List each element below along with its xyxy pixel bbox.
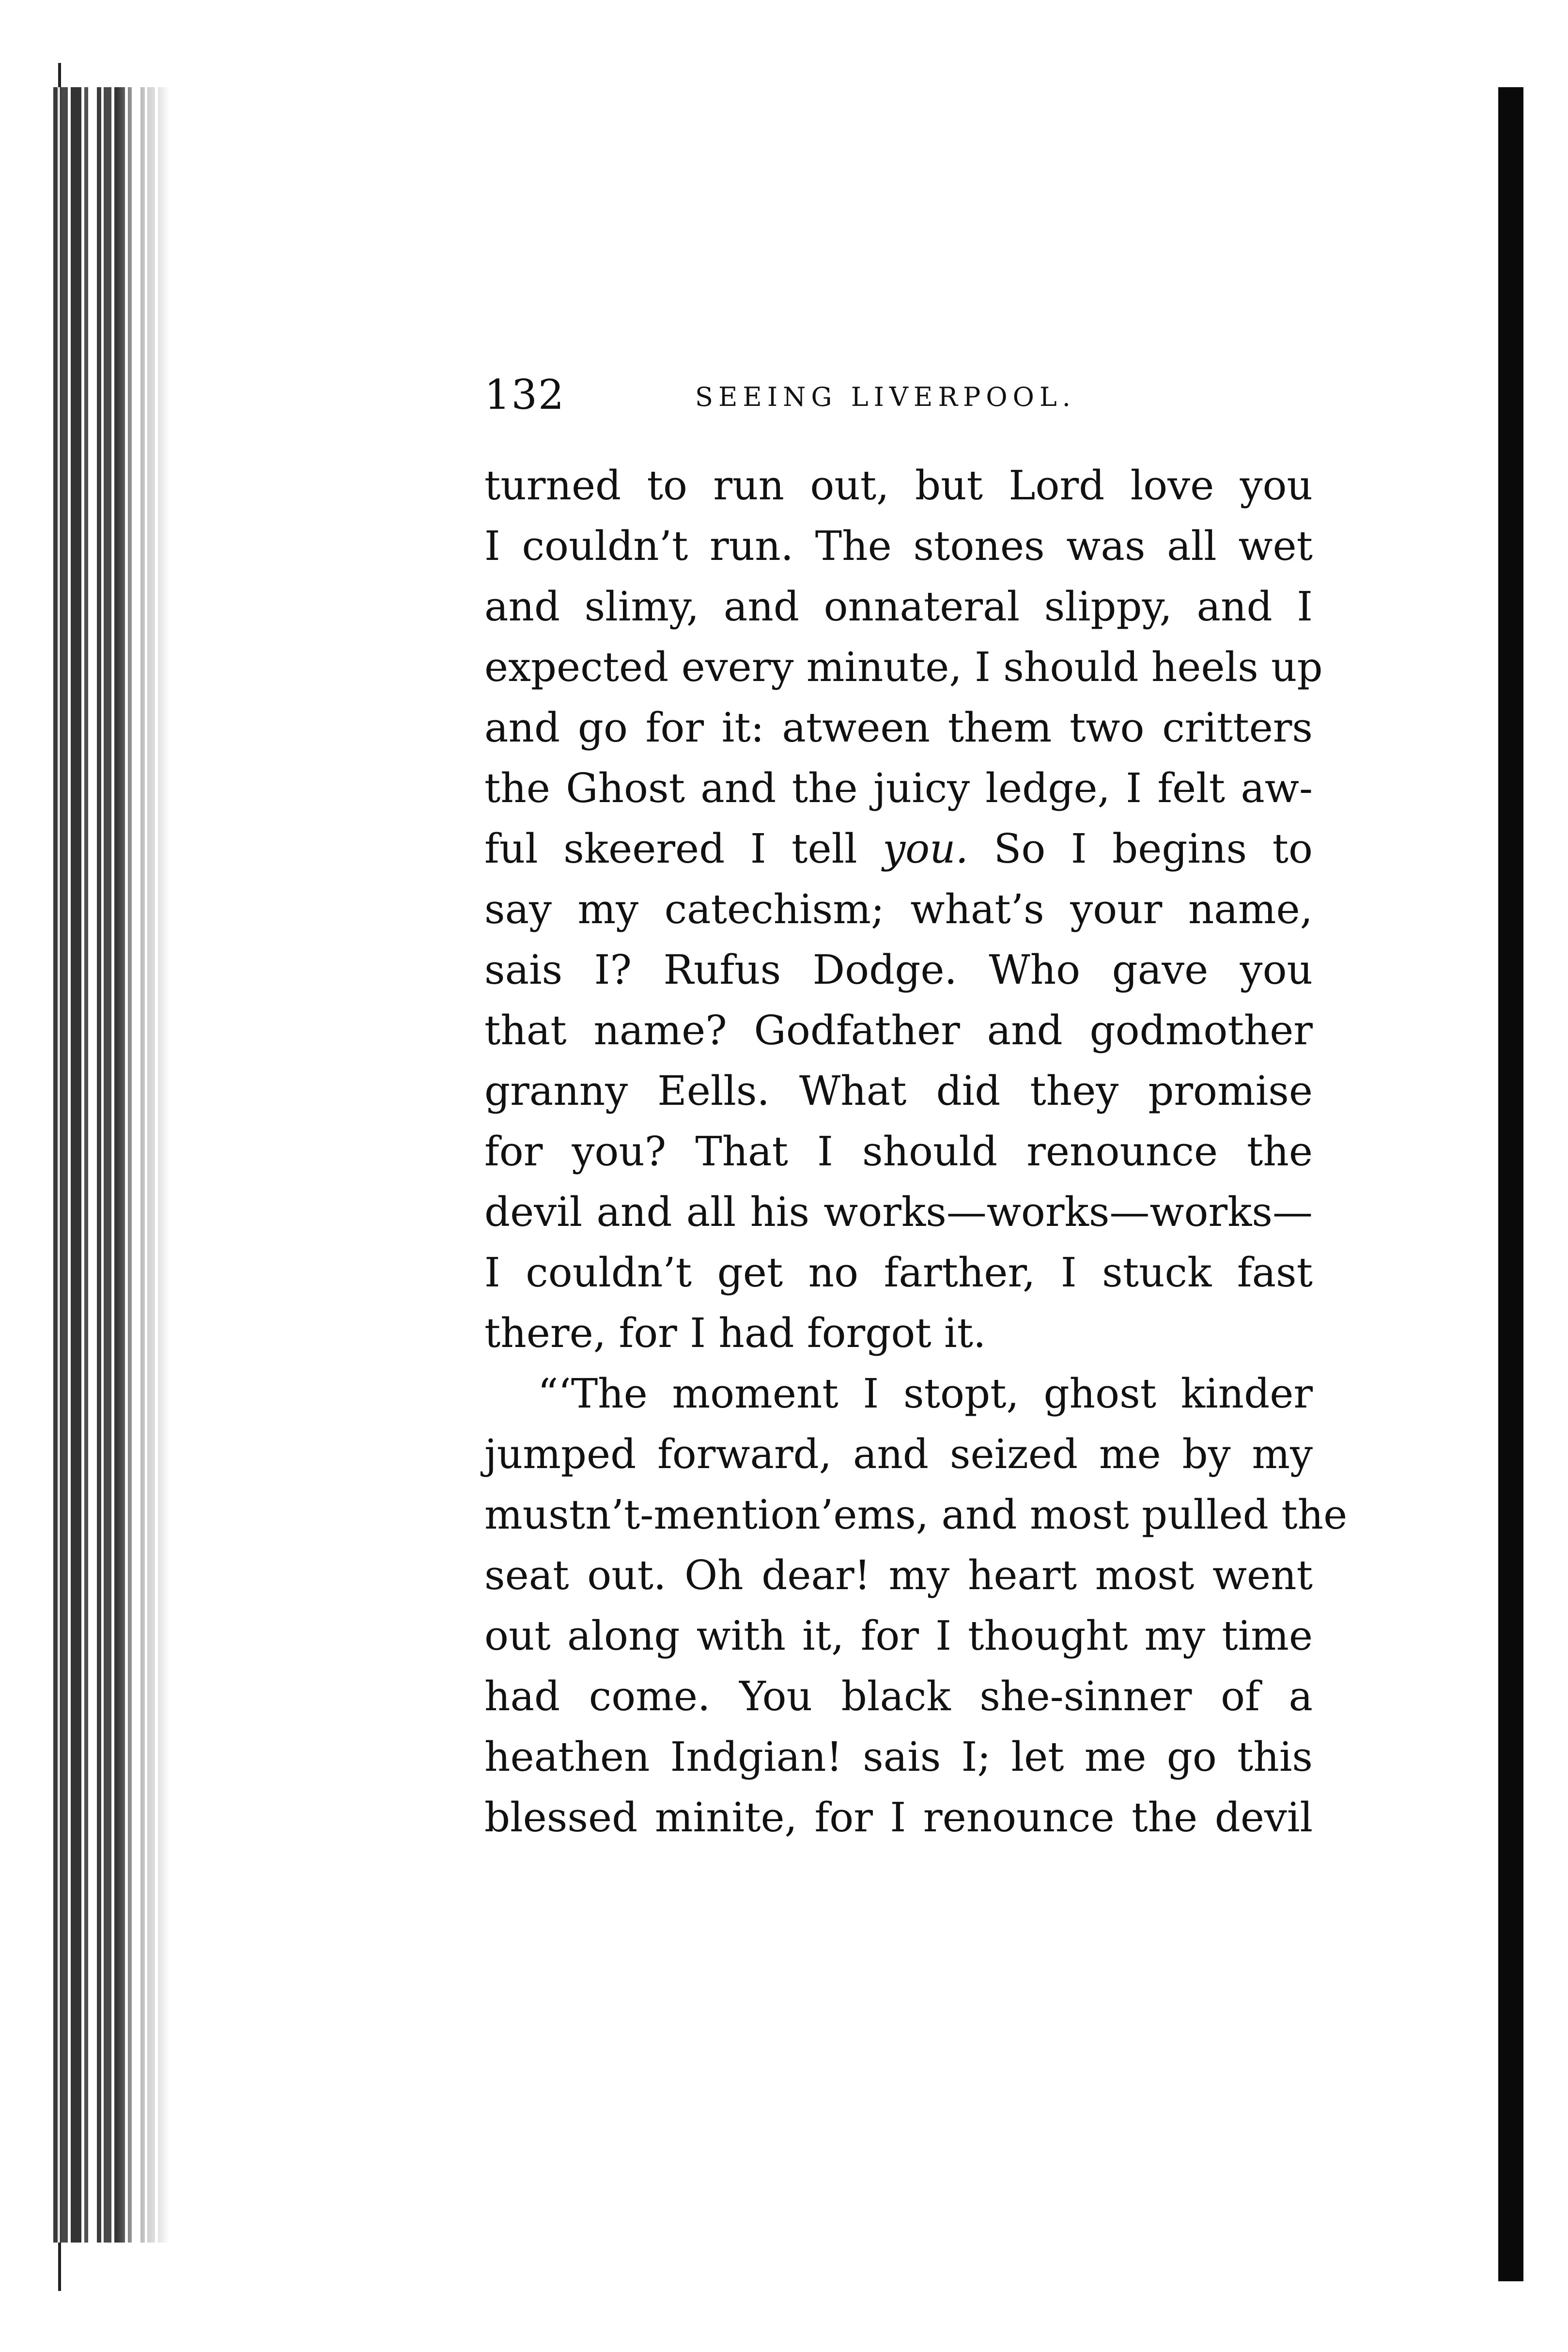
page-number: 132 [484, 371, 565, 418]
paragraph-start-line: “‘The moment I stopt, ghost kinder [538, 1370, 1313, 1417]
text-segment: So I begins to [994, 825, 1313, 872]
text-line [484, 819, 1313, 879]
running-head: SEEING LIVERPOOL. [695, 382, 1076, 412]
scan-gutter-shadow [53, 87, 170, 2243]
text-line: I couldn’t get no farther, I stuck fast [484, 1249, 1313, 1296]
text-line: heathen Indgian! sais I; let me go this [484, 1733, 1313, 1780]
text-line: and slimy, and onnateral slippy, and I [484, 583, 1313, 630]
text-line: the Ghost and the juicy ledge, I felt aw- [484, 765, 1313, 812]
text-line: for you? That I should renounce the [484, 1128, 1313, 1175]
text-line: had come. You black she-sinner of a [484, 1673, 1313, 1720]
text-line: say my catechism; what’s your name, [484, 886, 1313, 933]
text-line: turned to run out, but Lord love you [484, 462, 1313, 509]
paragraph-end-line: there, for I had forgot it. [484, 1310, 986, 1357]
italic-emphasis: you. [883, 825, 968, 872]
text-line: blessed minite, for I renounce the devil [484, 1794, 1313, 1841]
text-line: mustn’t-mention’ems, and most pulled the [484, 1491, 1348, 1538]
text-line: granny Eells. What did they promise [484, 1068, 1313, 1114]
text-line: that name? Godfather and godmother [484, 1007, 1313, 1054]
text-segment: ful skeered I tell [484, 825, 857, 872]
text-line: and go for it: atween them two critters [484, 704, 1313, 751]
text-line: devil and all his works—works—works— [484, 1189, 1313, 1236]
text-line: jumped forward, and seized me by my [484, 1431, 1313, 1478]
text-line: expected every minute, I should heels up [484, 644, 1323, 691]
text-line: seat out. Oh dear! my heart most went [484, 1552, 1313, 1599]
text-line: out along with it, for I thought my time [484, 1612, 1313, 1659]
text-line: I couldn’t run. The stones was all wet [484, 523, 1313, 570]
text-line: sais I? Rufus Dodge. Who gave you [484, 946, 1313, 993]
page-header [484, 368, 1318, 421]
body-text [484, 455, 1348, 1848]
scan-edge-bar [1498, 87, 1523, 2281]
